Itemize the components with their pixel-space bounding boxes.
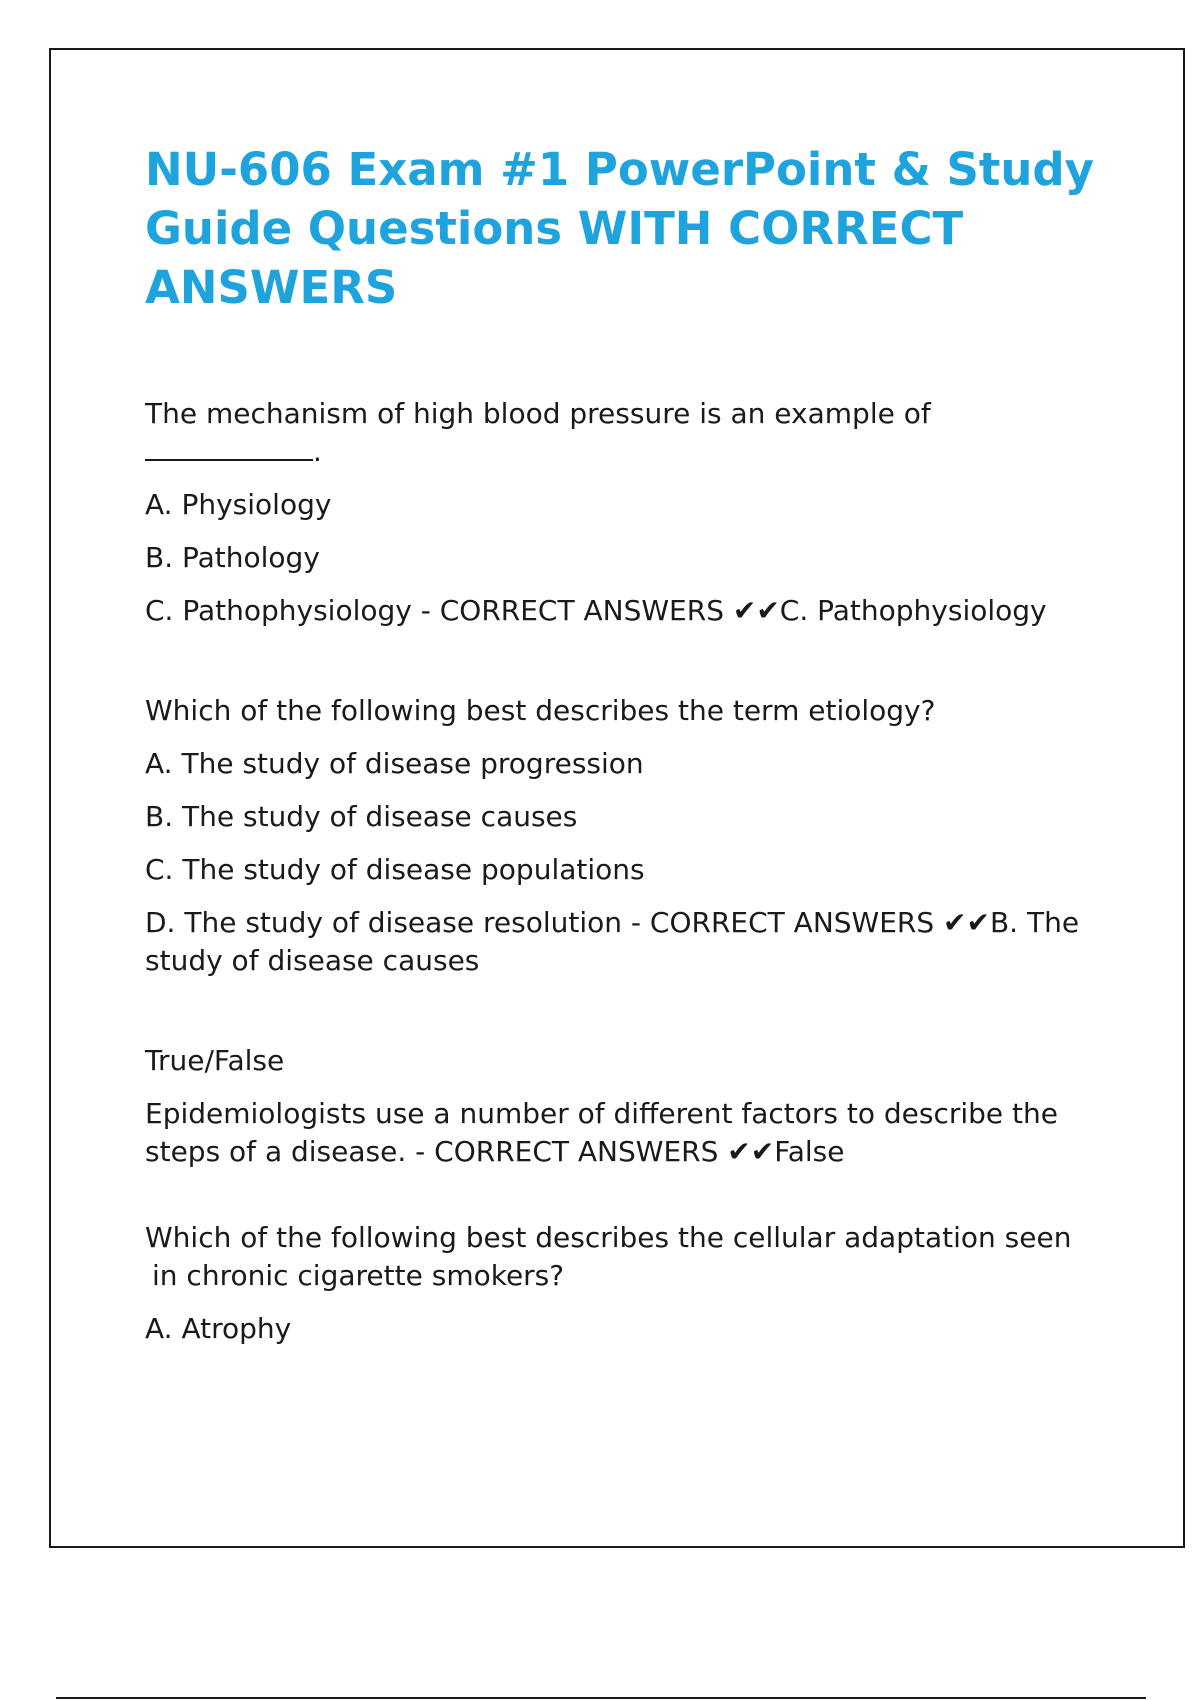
question-1 <box>145 395 1105 630</box>
answer-option: C. The study of disease populations <box>145 853 645 886</box>
blank-suffix: . <box>313 435 322 468</box>
question-stem: Which of the following best describes the term etiology? <box>145 694 936 727</box>
question-stem-line-1: Which of the following best describes the cellular adaptation seen <box>145 1221 1072 1254</box>
question-stem-line-2: in chronic cigarette smokers? <box>152 1259 565 1292</box>
fill-in-blank <box>145 433 1105 471</box>
question-type-label: True/False <box>145 1044 285 1077</box>
question-3 <box>145 1042 1105 1171</box>
blank-line <box>145 437 313 461</box>
question-4 <box>145 1219 1105 1348</box>
footer-divider <box>56 1697 1146 1699</box>
answer-option-with-correct-answer: D. The study of disease resolution - CORRECT ANSWERS ✔✔B. The study of disease causes <box>145 906 1080 977</box>
answer-option-with-correct-answer: C. Pathophysiology - CORRECT ANSWERS ✔✔C. Pathophysiology <box>145 594 1047 627</box>
question-2 <box>145 692 1105 980</box>
answer-option: A. Atrophy <box>145 1312 292 1345</box>
document-title: NU-606 Exam #1 PowerPoint & Study Guide Questions WITH CORRECT ANSWERS <box>145 143 1094 314</box>
answer-option: A. The study of disease progression <box>145 747 644 780</box>
document-body <box>145 140 1105 1348</box>
answer-option: B. Pathology <box>145 541 320 574</box>
answer-option: B. The study of disease causes <box>145 800 578 833</box>
true-false-statement: Epidemiologists use a number of different factors to describe the steps of a disease. - CORRECT ANSWERS ✔✔False <box>145 1097 1059 1168</box>
answer-option: A. Physiology <box>145 488 332 521</box>
question-stem: The mechanism of high blood pressure is an example of <box>145 397 931 430</box>
